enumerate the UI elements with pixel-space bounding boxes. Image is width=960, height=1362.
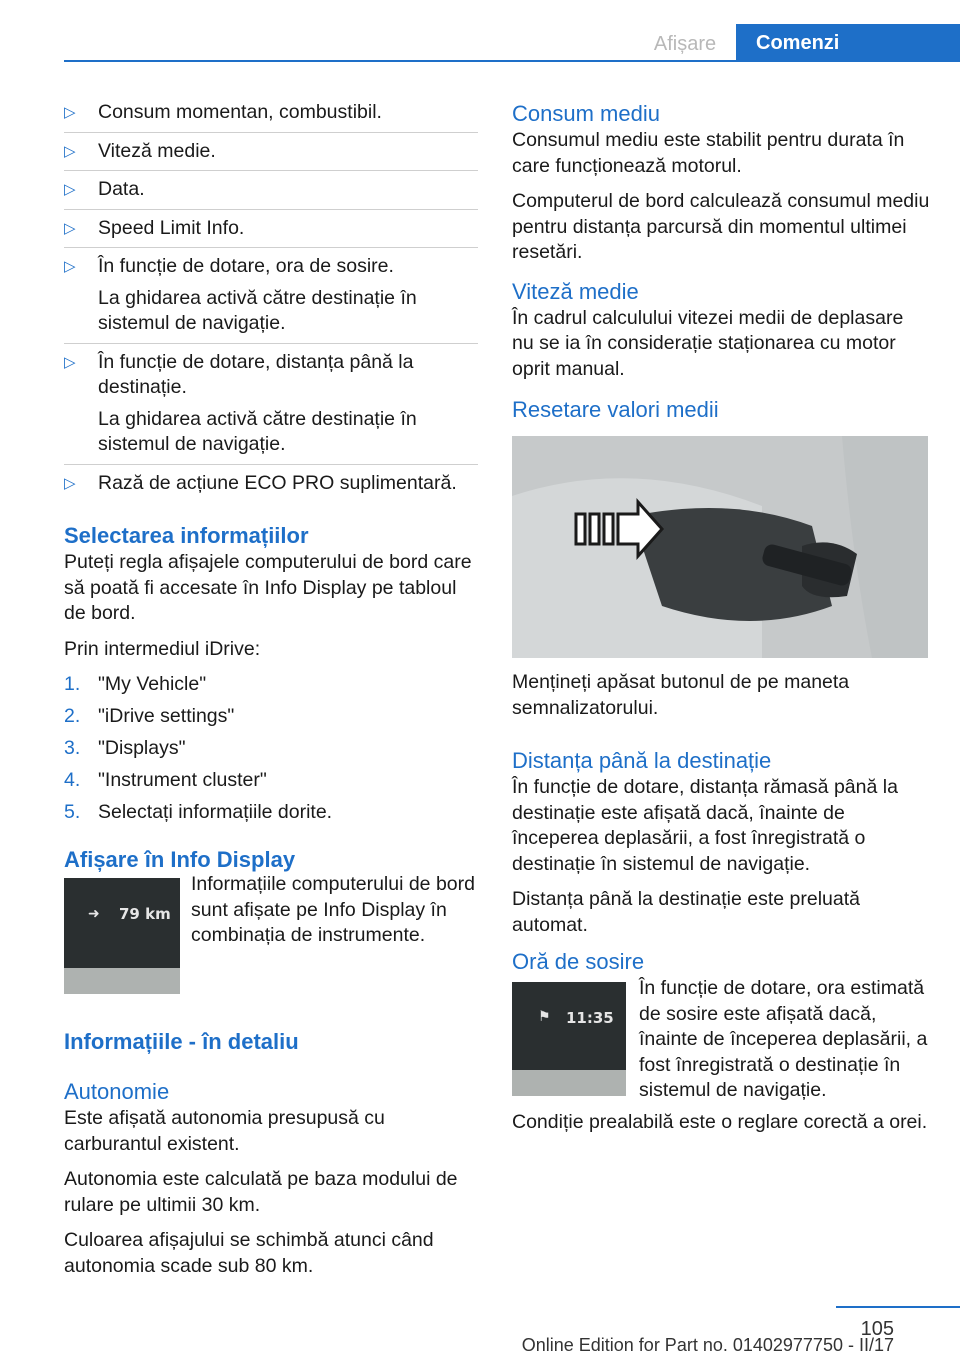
paragraph: Computerul de bord calculează consumul mediu pentru distanța parcursă din momentul ultimei resetări. — [512, 190, 930, 263]
tab-afisare[interactable]: Afișare — [653, 33, 717, 55]
subsection-title: Oră de sosire — [512, 949, 645, 974]
list-item: 4. "Instrument cluster" — [64, 769, 267, 791]
triangle-icon: ▷ — [64, 219, 76, 237]
list-item: ▷ În funcție de dotare, distanța până la destinație. La ghidarea activă către destinație în sistemul de navigație. — [64, 350, 417, 455]
arrival-time-block — [512, 976, 930, 1110]
triangle-icon: ▷ — [64, 142, 76, 160]
section-title: Selectarea informațiilor — [64, 523, 309, 548]
section-title: Informațiile - în detaliu — [64, 1029, 299, 1054]
list-item: ▷ În funcție de dotare, ora de sosire. La ghidarea activă către destinație în sistemul de navigație. — [64, 255, 417, 334]
list-item: ▷ Consum momentan, combustibil. — [64, 100, 478, 126]
lever-illustration — [512, 436, 928, 658]
divider — [64, 464, 478, 465]
paragraph: Mențineți apăsat butonul de pe maneta semnalizatorului. — [512, 671, 850, 719]
subsection-title: Autonomie — [64, 1079, 170, 1104]
paragraph: În funcție de dotare, ora estimată de sosire este afișată dacă, înainte de începerea deplasării, a fost înregistrată o destinație în sistemul de navigație. — [639, 977, 928, 1101]
paragraph: Consumul mediu este stabilit pentru durata în care funcționează motorul. — [512, 129, 905, 177]
subsection-title: Viteză medie — [512, 278, 639, 304]
info-display-image: ➜ 79 km — [64, 878, 180, 994]
paragraph: Este afișată autonomia presupusă cu carburantul existent. — [64, 1107, 385, 1155]
arrival-time-image: ⚑ 11:35 — [512, 982, 626, 1096]
numbered-list — [64, 672, 478, 832]
info-display-block — [64, 874, 478, 998]
tab-comenzi[interactable]: Comenzi — [736, 24, 960, 62]
divider — [64, 170, 478, 171]
fuel-arrow-icon: ➜ — [88, 906, 100, 922]
paragraph: Prin intermediul iDrive: — [64, 637, 261, 660]
divider — [64, 343, 478, 344]
list-item: 5. Selectați informațiile dorite. — [64, 801, 333, 823]
paragraph: În funcție de dotare, distanța rămasă până la destinație este afișată dacă, înainte de începerea deplasării, a fost înregistrată o destinație în sistemul de navigație. — [512, 776, 898, 875]
list-item: ▷ Rază de acțiune ECO PRO suplimentară. — [64, 471, 478, 497]
paragraph: Autonomia este calculată pe baza modului de rulare pe ultimii 30 km. — [64, 1168, 458, 1216]
subsection-title: Consum mediu — [512, 101, 660, 126]
bullet-list — [64, 100, 478, 496]
paragraph: Informațiile computerului de bord sunt afișate pe Info Display în combinația de instrumente. — [191, 873, 475, 946]
triangle-icon: ▷ — [64, 258, 76, 275]
list-item: 1. "My Vehicle" — [64, 673, 207, 695]
list-item: 2. "iDrive settings" — [64, 705, 235, 727]
list-item: 3. "Displays" — [64, 737, 186, 759]
right-column — [512, 100, 930, 1146]
divider — [64, 132, 478, 133]
triangle-icon: ▷ — [64, 104, 76, 121]
paragraph: Distanța până la destinație este preluată automat. — [512, 888, 860, 936]
subsection-title: Distanța până la destinație — [512, 748, 772, 773]
triangle-icon: ▷ — [64, 181, 76, 198]
page-number: 105 — [860, 1318, 894, 1340]
list-item: ▷ Speed Limit Info. — [64, 216, 478, 242]
turn-signal-lever-image — [512, 436, 928, 658]
paragraph: Condiție prealabilă este o reglare corectă a orei. — [512, 1111, 928, 1133]
paragraph: Culoarea afișajului se schimbă atunci când autonomia scade sub 80 km. — [64, 1229, 434, 1277]
triangle-icon: ▷ — [64, 474, 76, 492]
divider — [64, 247, 478, 248]
subsection-title: Resetare valori medii — [512, 397, 719, 422]
divider — [64, 209, 478, 210]
page-rule — [836, 1306, 960, 1308]
list-item: ▷ Viteză medie. — [64, 139, 478, 165]
paragraph: Puteți regla afișajele computerului de bord care să poată fi accesate în Info Display pe tabloul de bord. — [64, 551, 472, 624]
paragraph: În cadrul calculului vitezei medii de deplasare nu se ia în considerație staționarea cu motor oprit manual. — [512, 306, 904, 380]
section-title: Afișare în Info Display — [64, 847, 296, 872]
edition-footer: Online Edition for Part no. 01402977750 - II/17 — [521, 1335, 894, 1355]
left-column — [64, 100, 478, 1289]
triangle-icon: ▷ — [64, 353, 76, 371]
list-item: ▷ Data. — [64, 177, 478, 203]
flag-icon: ⚑ — [538, 1009, 551, 1025]
